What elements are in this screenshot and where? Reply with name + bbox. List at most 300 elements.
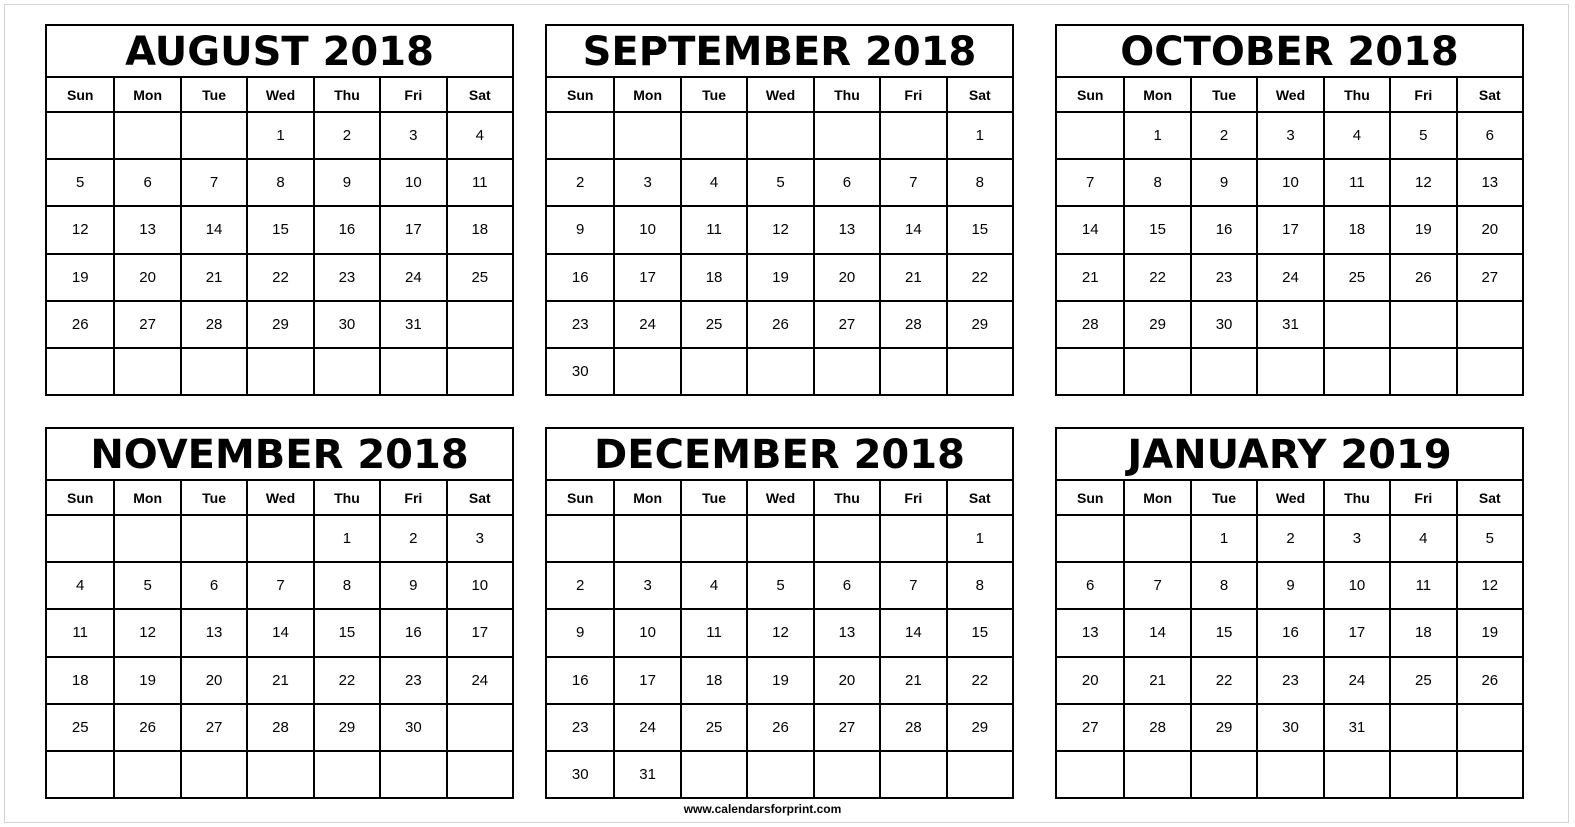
weekday-label: Fri xyxy=(879,481,945,514)
day-cell: 2 xyxy=(313,113,379,158)
day-cell: 3 xyxy=(613,160,679,205)
day-cell: 30 xyxy=(571,765,589,783)
day-cell: 10 xyxy=(613,610,679,655)
day-cell: 15 xyxy=(246,207,312,252)
day-cell: 31 xyxy=(1323,705,1389,750)
day-cell: 29 xyxy=(946,705,1012,750)
day-cell xyxy=(1389,302,1455,347)
day-cell: 28 xyxy=(246,705,312,750)
day-cell: 26 xyxy=(746,705,812,750)
day-cell xyxy=(813,113,879,158)
weekday-label: Wed xyxy=(1256,481,1322,514)
day-cell: 23 xyxy=(1190,255,1256,300)
weekday-label: Sun xyxy=(1076,86,1104,103)
day-cell: 24 xyxy=(446,658,512,703)
weekday-header-row xyxy=(47,481,512,514)
day-cell: 10 xyxy=(1256,160,1322,205)
day-cell xyxy=(446,752,512,797)
day-cell: 11 xyxy=(680,610,746,655)
day-cell: 1 xyxy=(946,113,1012,158)
day-cell xyxy=(379,349,445,394)
day-cell xyxy=(1389,752,1455,797)
day-cell xyxy=(1057,516,1123,561)
day-cell: 27 xyxy=(813,705,879,750)
week-row xyxy=(1057,253,1522,300)
day-cell: 11 xyxy=(1389,563,1455,608)
day-cell: 18 xyxy=(680,255,746,300)
day-cell: 3 xyxy=(446,516,512,561)
day-cell: 2 xyxy=(576,174,585,192)
day-cell: 5 xyxy=(746,160,812,205)
day-cell: 22 xyxy=(1190,658,1256,703)
day-cell: 7 xyxy=(180,160,246,205)
weekday-label: Fri xyxy=(879,78,945,111)
day-cell xyxy=(879,349,945,394)
day-cell: 21 xyxy=(180,255,246,300)
day-cell: 16 xyxy=(313,207,379,252)
day-cell xyxy=(746,349,812,394)
day-cell xyxy=(680,516,746,561)
day-cell xyxy=(1057,349,1123,394)
day-cell xyxy=(47,752,113,797)
day-cell: 16 xyxy=(379,610,445,655)
day-cell xyxy=(1123,516,1189,561)
day-cell: 7 xyxy=(879,563,945,608)
day-cell: 9 xyxy=(1190,160,1256,205)
day-cell: 20 xyxy=(1456,207,1522,252)
month-title: JANUARY 2019 xyxy=(1057,429,1522,481)
day-cell: 20 xyxy=(813,255,879,300)
day-cell: 30 xyxy=(313,302,379,347)
weekday-label: Thu xyxy=(813,481,879,514)
day-cell: 18 xyxy=(680,658,746,703)
day-cell: 27 xyxy=(113,302,179,347)
day-cell: 17 xyxy=(379,207,445,252)
day-cell xyxy=(613,516,679,561)
day-cell xyxy=(547,516,613,561)
weekday-label: Tue xyxy=(680,481,746,514)
day-cell: 2 xyxy=(576,577,585,595)
weekday-label: Mon xyxy=(613,481,679,514)
weekday-label: Tue xyxy=(1190,78,1256,111)
day-cell xyxy=(879,752,945,797)
day-cell: 3 xyxy=(1323,516,1389,561)
day-cell: 12 xyxy=(113,610,179,655)
week-row xyxy=(47,703,512,750)
month-title: SEPTEMBER 2018 xyxy=(547,26,1012,78)
day-cell: 4 xyxy=(76,577,85,595)
day-cell: 9 xyxy=(313,160,379,205)
day-cell: 25 xyxy=(680,302,746,347)
day-cell: 20 xyxy=(813,658,879,703)
day-cell: 24 xyxy=(1256,255,1322,300)
day-cell xyxy=(746,113,812,158)
day-cell: 20 xyxy=(180,658,246,703)
day-cell xyxy=(1323,752,1389,797)
day-cell: 21 xyxy=(879,658,945,703)
footer-url: www.calendarsforprint.com xyxy=(683,802,842,816)
month-calendar xyxy=(545,24,1014,396)
day-cell xyxy=(1190,349,1256,394)
day-cell: 4 xyxy=(1323,113,1389,158)
day-cell: 9 xyxy=(576,221,585,239)
day-cell xyxy=(246,349,312,394)
month-calendar xyxy=(45,427,514,799)
week-row xyxy=(47,253,512,300)
day-cell: 25 xyxy=(1323,255,1389,300)
day-cell: 26 xyxy=(71,315,89,333)
day-cell xyxy=(446,705,512,750)
day-cell: 21 xyxy=(879,255,945,300)
day-cell xyxy=(47,113,113,158)
day-cell xyxy=(246,516,312,561)
day-cell xyxy=(813,516,879,561)
day-cell: 10 xyxy=(379,160,445,205)
day-cell xyxy=(113,516,179,561)
day-cell xyxy=(246,752,312,797)
day-cell: 12 xyxy=(746,207,812,252)
week-row xyxy=(547,750,1012,797)
day-cell: 9 xyxy=(576,624,585,642)
day-cell: 21 xyxy=(246,658,312,703)
day-cell: 6 xyxy=(813,563,879,608)
day-cell: 15 xyxy=(946,207,1012,252)
day-cell: 14 xyxy=(879,207,945,252)
month-calendar xyxy=(545,427,1014,799)
day-cell: 22 xyxy=(1123,255,1189,300)
weekday-label: Fri xyxy=(379,78,445,111)
day-cell: 30 xyxy=(379,705,445,750)
month-calendar xyxy=(1055,24,1524,396)
weekday-label: Wed xyxy=(246,481,312,514)
day-cell: 3 xyxy=(379,113,445,158)
day-cell xyxy=(1190,752,1256,797)
day-cell: 10 xyxy=(1323,563,1389,608)
day-cell: 23 xyxy=(571,718,589,736)
day-cell xyxy=(446,349,512,394)
week-row xyxy=(47,608,512,655)
day-cell: 3 xyxy=(613,563,679,608)
day-cell: 4 xyxy=(1389,516,1455,561)
day-cell: 22 xyxy=(946,658,1012,703)
day-cell: 15 xyxy=(1123,207,1189,252)
day-cell: 28 xyxy=(1123,705,1189,750)
day-cell: 1 xyxy=(246,113,312,158)
day-cell xyxy=(1389,705,1455,750)
day-cell: 17 xyxy=(613,255,679,300)
day-cell: 31 xyxy=(613,752,679,797)
weekday-label: Tue xyxy=(180,481,246,514)
day-cell xyxy=(180,349,246,394)
weekday-label: Fri xyxy=(379,481,445,514)
weekday-label: Wed xyxy=(1256,78,1322,111)
day-cell: 12 xyxy=(746,610,812,655)
day-cell: 19 xyxy=(746,255,812,300)
week-row xyxy=(1057,300,1522,347)
day-cell: 16 xyxy=(1256,610,1322,655)
day-cell: 8 xyxy=(1123,160,1189,205)
day-cell xyxy=(1123,752,1189,797)
week-row xyxy=(47,656,512,703)
weekday-label: Wed xyxy=(746,78,812,111)
weekday-label: Thu xyxy=(1323,78,1389,111)
day-cell: 7 xyxy=(879,160,945,205)
day-cell: 5 xyxy=(746,563,812,608)
day-cell: 29 xyxy=(946,302,1012,347)
day-cell: 16 xyxy=(1190,207,1256,252)
day-cell xyxy=(113,349,179,394)
day-cell: 6 xyxy=(113,160,179,205)
weekday-label: Sat xyxy=(446,481,512,514)
day-cell xyxy=(613,349,679,394)
day-cell: 18 xyxy=(71,671,89,689)
day-cell: 23 xyxy=(1256,658,1322,703)
weekday-label: Wed xyxy=(746,481,812,514)
day-cell: 20 xyxy=(113,255,179,300)
day-cell xyxy=(1323,349,1389,394)
day-cell xyxy=(180,113,246,158)
day-cell: 1 xyxy=(1123,113,1189,158)
day-cell: 2 xyxy=(379,516,445,561)
week-row xyxy=(1057,656,1522,703)
day-cell xyxy=(1456,302,1522,347)
day-cell: 13 xyxy=(113,207,179,252)
day-cell: 22 xyxy=(946,255,1012,300)
day-cell: 26 xyxy=(113,705,179,750)
day-cell: 5 xyxy=(1456,516,1522,561)
day-cell xyxy=(1389,349,1455,394)
day-cell: 26 xyxy=(1456,658,1522,703)
day-cell: 29 xyxy=(1190,705,1256,750)
weekday-label: Sat xyxy=(946,481,1012,514)
weekday-label: Sun xyxy=(566,489,594,506)
day-cell: 11 xyxy=(72,624,88,642)
week-row xyxy=(547,205,1012,252)
day-cell: 7 xyxy=(1086,174,1095,192)
weekday-label: Sat xyxy=(446,78,512,111)
day-cell: 11 xyxy=(1323,160,1389,205)
day-cell: 17 xyxy=(613,658,679,703)
day-cell: 26 xyxy=(746,302,812,347)
day-cell xyxy=(946,752,1012,797)
day-cell xyxy=(47,516,113,561)
day-cell: 30 xyxy=(571,362,589,380)
day-cell: 29 xyxy=(246,302,312,347)
day-cell: 19 xyxy=(1456,610,1522,655)
day-cell: 13 xyxy=(1456,160,1522,205)
day-cell: 23 xyxy=(313,255,379,300)
week-row xyxy=(47,158,512,205)
day-cell: 13 xyxy=(813,610,879,655)
day-cell: 19 xyxy=(746,658,812,703)
day-cell xyxy=(813,349,879,394)
day-cell: 1 xyxy=(946,516,1012,561)
day-cell: 19 xyxy=(113,658,179,703)
day-cell: 9 xyxy=(379,563,445,608)
day-cell xyxy=(879,113,945,158)
day-cell xyxy=(1256,349,1322,394)
weekday-label: Mon xyxy=(113,78,179,111)
week-row xyxy=(547,158,1012,205)
weekday-label: Fri xyxy=(1389,481,1455,514)
day-cell: 7 xyxy=(246,563,312,608)
week-row xyxy=(547,514,1012,561)
day-cell xyxy=(113,752,179,797)
day-cell: 26 xyxy=(1389,255,1455,300)
weekday-header-row xyxy=(1057,78,1522,111)
month-calendar xyxy=(1055,427,1524,799)
day-cell: 25 xyxy=(71,718,89,736)
day-cell xyxy=(1057,752,1123,797)
day-cell: 28 xyxy=(879,705,945,750)
week-row xyxy=(47,205,512,252)
weekday-label: Sun xyxy=(66,489,94,506)
day-cell: 13 xyxy=(813,207,879,252)
day-cell: 14 xyxy=(1081,221,1099,239)
day-cell: 15 xyxy=(946,610,1012,655)
day-cell: 12 xyxy=(1456,563,1522,608)
day-cell xyxy=(1456,349,1522,394)
day-cell: 5 xyxy=(76,174,85,192)
day-cell: 24 xyxy=(613,302,679,347)
day-cell xyxy=(113,113,179,158)
weekday-label: Tue xyxy=(1190,481,1256,514)
week-row xyxy=(1057,514,1522,561)
day-cell: 17 xyxy=(1323,610,1389,655)
day-cell: 18 xyxy=(446,207,512,252)
day-cell: 9 xyxy=(1256,563,1322,608)
day-cell: 14 xyxy=(879,610,945,655)
day-cell: 25 xyxy=(446,255,512,300)
week-row xyxy=(547,703,1012,750)
day-cell: 24 xyxy=(613,705,679,750)
day-cell: 24 xyxy=(379,255,445,300)
day-cell: 19 xyxy=(71,268,89,286)
day-cell: 11 xyxy=(680,207,746,252)
day-cell xyxy=(813,752,879,797)
day-cell: 8 xyxy=(946,563,1012,608)
day-cell: 11 xyxy=(446,160,512,205)
day-cell: 21 xyxy=(1123,658,1189,703)
day-cell: 27 xyxy=(1456,255,1522,300)
day-cell: 25 xyxy=(680,705,746,750)
day-cell: 28 xyxy=(1081,315,1099,333)
day-cell: 21 xyxy=(1081,268,1099,286)
weekday-header-row xyxy=(47,78,512,111)
month-title: NOVEMBER 2018 xyxy=(47,429,512,481)
week-row xyxy=(47,347,512,394)
day-cell: 29 xyxy=(1123,302,1189,347)
day-cell: 30 xyxy=(1190,302,1256,347)
week-row xyxy=(1057,158,1522,205)
week-row xyxy=(547,656,1012,703)
day-cell: 4 xyxy=(446,113,512,158)
day-cell: 8 xyxy=(1190,563,1256,608)
day-cell: 2 xyxy=(1256,516,1322,561)
weekday-label: Sat xyxy=(1456,481,1522,514)
day-cell: 12 xyxy=(1389,160,1455,205)
day-cell: 29 xyxy=(313,705,379,750)
week-row xyxy=(1057,608,1522,655)
week-row xyxy=(1057,703,1522,750)
day-cell: 8 xyxy=(946,160,1012,205)
day-cell: 6 xyxy=(180,563,246,608)
week-row xyxy=(47,514,512,561)
day-cell: 27 xyxy=(1081,718,1099,736)
day-cell xyxy=(547,113,613,158)
day-cell: 31 xyxy=(379,302,445,347)
weekday-header-row xyxy=(547,481,1012,514)
day-cell: 23 xyxy=(379,658,445,703)
month-calendar xyxy=(45,24,514,396)
week-row xyxy=(47,750,512,797)
day-cell: 14 xyxy=(180,207,246,252)
week-row xyxy=(547,347,1012,394)
day-cell xyxy=(680,113,746,158)
day-cell: 4 xyxy=(680,160,746,205)
day-cell: 4 xyxy=(680,563,746,608)
week-row xyxy=(1057,205,1522,252)
day-cell: 10 xyxy=(446,563,512,608)
weekday-label: Mon xyxy=(613,78,679,111)
day-cell: 28 xyxy=(879,302,945,347)
weekday-label: Sun xyxy=(566,86,594,103)
week-row xyxy=(47,561,512,608)
weekday-label: Thu xyxy=(1323,481,1389,514)
day-cell xyxy=(313,752,379,797)
day-cell xyxy=(746,516,812,561)
day-cell: 16 xyxy=(571,671,589,689)
day-cell xyxy=(1456,752,1522,797)
day-cell xyxy=(47,349,113,394)
weekday-label: Thu xyxy=(313,78,379,111)
day-cell xyxy=(446,302,512,347)
day-cell xyxy=(1323,302,1389,347)
day-cell: 8 xyxy=(313,563,379,608)
weekday-label: Sat xyxy=(1456,78,1522,111)
weekday-label: Mon xyxy=(113,481,179,514)
day-cell xyxy=(1123,349,1189,394)
day-cell xyxy=(1057,113,1123,158)
week-row xyxy=(547,253,1012,300)
weekday-label: Sun xyxy=(66,86,94,103)
day-cell xyxy=(180,516,246,561)
week-row xyxy=(47,300,512,347)
weekday-label: Thu xyxy=(813,78,879,111)
day-cell xyxy=(379,752,445,797)
day-cell: 13 xyxy=(1081,624,1099,642)
weekday-label: Sun xyxy=(1076,489,1104,506)
day-cell: 14 xyxy=(246,610,312,655)
day-cell: 20 xyxy=(1081,671,1099,689)
month-title: AUGUST 2018 xyxy=(47,26,512,78)
day-cell xyxy=(613,113,679,158)
day-cell: 27 xyxy=(180,705,246,750)
day-cell: 10 xyxy=(613,207,679,252)
day-cell: 16 xyxy=(571,268,589,286)
month-title: OCTOBER 2018 xyxy=(1057,26,1522,78)
day-cell: 15 xyxy=(1190,610,1256,655)
weekday-label: Fri xyxy=(1389,78,1455,111)
day-cell: 23 xyxy=(571,315,589,333)
week-row xyxy=(1057,111,1522,158)
day-cell xyxy=(879,516,945,561)
weekday-header-row xyxy=(1057,481,1522,514)
weekday-header-row xyxy=(547,78,1012,111)
day-cell: 12 xyxy=(71,221,89,239)
weekday-label: Tue xyxy=(680,78,746,111)
day-cell: 31 xyxy=(1256,302,1322,347)
